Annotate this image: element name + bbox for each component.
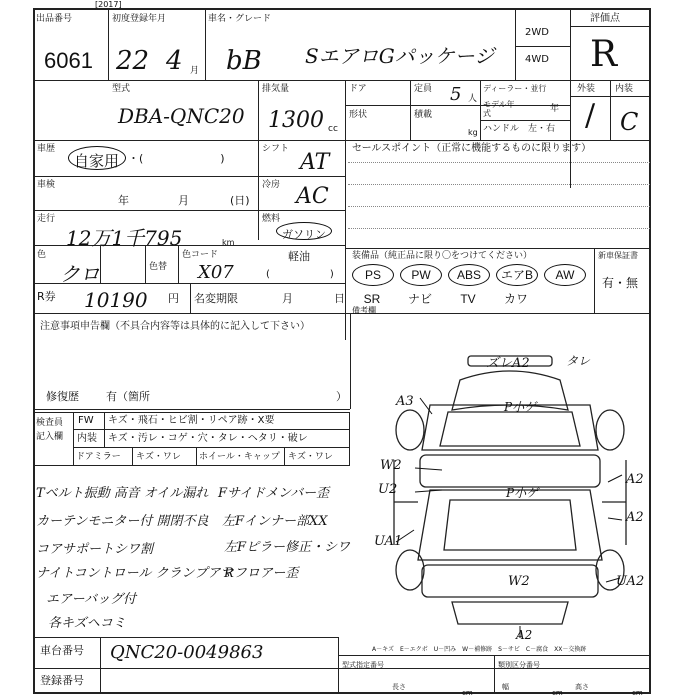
ext-label: 外装 — [577, 84, 596, 94]
model-value: DBA-QNC20 — [118, 104, 245, 128]
note-left-1: Tベルト振動 高音 オイル漏れ — [36, 486, 209, 501]
model-label: 型式 — [112, 84, 131, 94]
recycle-day-unit: 日 — [334, 292, 345, 305]
mark-front-tare: タレ — [566, 354, 591, 368]
shift-label: シフト — [262, 144, 290, 154]
new-value: 有・無 — [602, 276, 639, 290]
vin-label: 車台番号 — [40, 644, 84, 657]
color-label: 色 — [37, 250, 47, 260]
height-unit: cm — [632, 689, 643, 697]
ext-value: / — [585, 98, 596, 133]
mark-front-a2: ズレA2 — [486, 356, 530, 371]
usage-label: 車歴 — [37, 144, 56, 154]
inspect-label: 車検 — [37, 180, 56, 190]
mark-a2-right-2: A2 — [626, 510, 644, 525]
mark-w2-left: W2 — [380, 458, 402, 473]
notes-label: 注意事項申告欄（不具合内容等は具体的に記入して下さい） — [40, 321, 310, 332]
wheel-label: ホイール・キャップ — [199, 452, 280, 462]
year-tag: [2017] — [95, 0, 122, 9]
int-label: 内装 — [615, 84, 634, 94]
capacity-value: 5 — [450, 84, 462, 105]
fuel-value: ガソリン — [282, 228, 326, 241]
dealer-label: ディーラー・並行 — [483, 84, 547, 93]
fuel-label: 燃料 — [262, 214, 281, 224]
mark-roof: P小ゲ — [506, 486, 539, 500]
color-no-label: 色コード — [182, 250, 219, 260]
note-left-4: ナイトコントロール クランプアマ — [36, 566, 234, 581]
year-unit: 年 — [550, 104, 560, 114]
equip-list — [350, 262, 594, 312]
mirror-label: ドアミラー — [76, 452, 121, 462]
recycle-due-label: 名変期限 — [194, 292, 238, 305]
shift-value: AT — [300, 150, 330, 175]
km-unit: km — [222, 238, 235, 247]
mark-hood: P小ゲ — [504, 400, 537, 414]
mark-u2-left: U2 — [378, 482, 398, 497]
length-unit: cm — [462, 689, 473, 697]
int-value: C — [620, 108, 639, 136]
note-left-3: コアサポートシワ割 — [36, 542, 154, 557]
lot-value: 6061 — [44, 48, 93, 73]
mark-a3: A3 — [396, 394, 414, 409]
fw-options: キズ・飛石・ヒビ割・リペア跡・X要 — [108, 415, 275, 426]
equip-item-ABS: ABS — [448, 264, 490, 286]
repair-value: 有（箇所 — [106, 390, 150, 403]
color-no-value: X07 — [198, 262, 234, 283]
inspect-day-unit: (日) — [230, 194, 250, 207]
mirror-options: キズ・ワレ — [136, 452, 181, 462]
color-value: クロ — [60, 262, 100, 286]
damage-legend: A－キズ E－エクボ U－凹み W－補修跡 S－サビ C－腐食 XX－交換跡 — [372, 646, 587, 653]
remarks-label: 備考欄 — [352, 306, 376, 315]
disp-value: 1300 — [268, 108, 324, 133]
equip-item-AW: AW — [544, 264, 586, 286]
mileage-label: 走行 — [37, 214, 56, 224]
wheel-options: キズ・ワレ — [288, 452, 333, 462]
equip-item-PW: PW — [400, 264, 442, 286]
equip-item-SR: SR — [363, 292, 381, 306]
usage-circle — [68, 146, 126, 170]
fixed-cert-label: 型式指定番号 — [342, 661, 384, 669]
load-unit: kg — [468, 128, 478, 137]
grade-text: SエアロGパッケージ — [305, 44, 495, 68]
note-right-3: 左Fピラー修正・シワ — [224, 540, 351, 555]
grade-value: R — [590, 34, 618, 75]
mark-ua1: UA1 — [374, 534, 403, 549]
mileage-value: 12万1千795 — [66, 226, 183, 250]
sales-label: セールスポイント（正常に機能するものに限ります） — [352, 143, 592, 154]
load-label: 積載 — [414, 110, 433, 120]
diesel-label: 軽油 — [288, 250, 310, 263]
equip-item-カワ: カワ — [503, 292, 528, 306]
reg-label: 初度登録年月 — [112, 14, 167, 24]
model-year-label: モデル年式 — [483, 100, 515, 118]
equip-label: 装備品（純正品に限り〇をつけてください） — [352, 251, 533, 261]
lot-label: 出品番号 — [36, 14, 73, 24]
fw-label: FW — [78, 415, 94, 426]
ac-label: 冷房 — [262, 180, 281, 190]
car-name: bB — [226, 46, 262, 76]
vin-value: QNC20-0049863 — [110, 642, 264, 663]
mark-rear-a2: A2 — [516, 628, 533, 642]
note-left-2: カーテンモニター付 開閉不良 — [36, 514, 209, 529]
recycle-value: 10190 — [84, 288, 148, 312]
reg-month-unit: 月 — [190, 66, 200, 76]
mark-w2-rear: W2 — [508, 574, 530, 589]
class-no-label: 類別区分番号 — [498, 661, 540, 669]
width-label: 幅 — [502, 683, 509, 691]
fuel-circle — [276, 222, 332, 240]
drive-2wd: 2WD — [525, 27, 549, 38]
handle-label: ハンドル — [483, 124, 520, 134]
height-label: 高さ — [575, 683, 589, 691]
inspector-label2: 記入欄 — [36, 432, 64, 442]
reg-month: 4 — [166, 46, 183, 76]
note-left-6: 各キズヘコミ — [48, 616, 126, 631]
note-right-2: 左Fインナー部XX — [222, 514, 328, 529]
disp-unit: cc — [328, 124, 338, 134]
inspector-label1: 検査員 — [36, 418, 64, 428]
recycle-month-unit: 月 — [282, 292, 293, 305]
repair-close: ） — [336, 390, 347, 403]
drive-4wd: 4WD — [525, 54, 549, 65]
disp-label: 排気量 — [262, 84, 290, 94]
interior-options: キズ・汚レ・コゲ・穴・タレ・ヘタリ・破レ — [108, 433, 308, 444]
usage-value: 自家用 — [74, 152, 120, 170]
note-right-4: Rフロアー歪 — [224, 566, 299, 581]
repair-label: 修復歴 — [46, 390, 79, 403]
recycle-label: R券 — [37, 290, 56, 303]
inspect-year-unit: 年 — [118, 194, 129, 207]
plate-label: 登録番号 — [40, 674, 84, 687]
handle-opts: 左・右 — [528, 124, 556, 134]
new-label: 新車保証書 — [598, 251, 638, 260]
door-label: ドア — [349, 84, 367, 94]
equip-item-エアB: エアB — [496, 264, 538, 286]
equip-item-TV: TV — [460, 292, 476, 306]
capacity-label: 定員 — [414, 84, 433, 94]
capacity-unit: 人 — [468, 94, 478, 104]
recycle-unit: 円 — [168, 292, 179, 305]
mark-ua2: UA2 — [616, 574, 645, 589]
reg-year: 22 — [116, 46, 150, 76]
note-left-5: エアーバッグ付 — [46, 592, 136, 607]
color-variant-label: 色替 — [149, 262, 168, 272]
ac-value: AC — [296, 184, 329, 209]
fuel-paren: ( ) — [266, 269, 334, 280]
grade-label: 評価点 — [590, 13, 620, 24]
usage-paren: ・( ) — [128, 152, 225, 165]
interior-label: 内装 — [77, 433, 97, 444]
length-label: 長さ — [392, 683, 406, 691]
car-label: 車名・グレード — [208, 14, 272, 24]
inspect-month-unit: 月 — [178, 194, 189, 207]
shape-label: 形状 — [349, 110, 368, 120]
mark-a2-right-1: A2 — [626, 472, 644, 487]
note-right-1: Fサイドメンバー歪 — [218, 486, 330, 501]
equip-item-PS: PS — [352, 264, 394, 286]
equip-item-ナビ: ナビ — [407, 292, 432, 306]
width-unit: cm — [552, 689, 563, 697]
